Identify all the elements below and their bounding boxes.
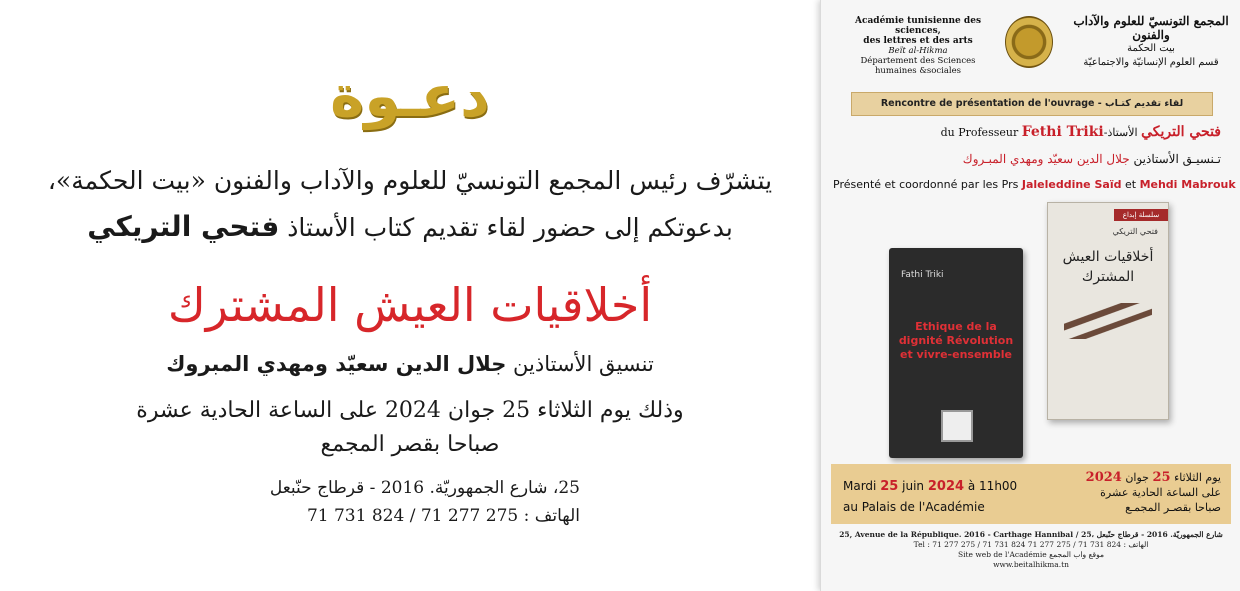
poster-coord-fr-prefix: Présenté et coordonné par les Prs [833,178,1019,191]
poster-academy-name-3: Beït al-Hikma [888,46,948,56]
invitation-phone: الهاتف : 275 277 71 / 824 731 71 [306,506,580,526]
poster-footer-site-ar: موقع واب المجمع [1049,550,1105,559]
poster-date-band [831,464,1231,524]
invitation-book-title: أخلاقيات العيش المشترك [167,278,653,332]
book-arabic-title: أخلاقيات العيش المشترك [1062,249,1154,285]
invitation-date-line: وذلك يوم الثلاثاء 25 جوان 2024 على الساعة الحادية عشرة [136,398,684,423]
poster-footer-tel-ar: الهاتف : 824 731 71 / 275 277 71 [1027,540,1149,549]
book-cover-french [889,248,1023,458]
poster-prof-name-fr: Fethi Triki [1021,124,1104,140]
invitation-coord-prefix: تنسيق الأستاذين [513,352,654,376]
poster-professor-line: du Professeur Fethi Triki- فتحي التريكي الأستاذ [940,124,1221,140]
poster-footer-address-fr: 25, Avenue de la République. 2016 - Carthage Hannibal / [839,530,1079,539]
invitation-logo-word: دعـوة [330,62,490,130]
poster-date-ar-place: صباحا بقصـر المجمـع [1125,501,1221,514]
poster-footer-url[interactable]: www.beitalhikma.tn [993,560,1069,569]
poster-coord-ar-label: تـنسيـق الأستاذين [1133,152,1221,166]
poster-date-fr-time: à 11h00 [967,479,1018,493]
poster-academy-name-1: Académie tunisienne des sciences, [854,16,982,36]
poster-date-ar-time: على الساعة الحادية عشرة [1100,486,1221,499]
book-cover-arabic [1047,202,1169,420]
poster-academy-name-2: des lettres et des arts [863,36,973,46]
academy-seal-icon [1005,16,1053,68]
poster-event-band: Rencontre de présentation de l'ouvrage - لقاء تقديم كتـاب [851,92,1213,116]
poster-coord-fr-name1: Jaleleddine Saïd [1021,178,1122,191]
poster-header-ar [1071,14,1231,70]
poster-header-fr [843,16,993,76]
poster-prof-prefix-fr: du Professeur [940,126,1019,139]
poster-footer [831,530,1231,570]
poster-footer-site-fr: Site web de l'Académie [957,550,1047,559]
poster-date-fr-year: 2024 [927,479,965,494]
publisher-mark-icon [941,410,973,442]
poster-footer-address-ar: 25، شارع الجمهوريّة. 2016 - قرطاج حنّبعل [1081,530,1223,539]
poster-academy-ar-3: قسم العلوم الإنسانيّة والاجتماعيّة [1083,57,1219,68]
book-french-title: Ethique de la dignité Révolution et vivre-ensemble [898,320,1014,361]
poster-department-2: humaines &sociales [874,66,962,76]
poster-date-ar-year: 2024 [1085,470,1122,485]
hands-illustration-icon [1064,303,1152,339]
poster-date-fr-place: au Palais de l'Académie [843,500,985,514]
invitation-coord-names: جلال الدين سعيّد ومهدي المبروك [166,352,507,376]
poster-coord-ar-names: جلال الدين سعيّد ومهدي المبـروك [962,152,1130,166]
poster-date-fr-prefix: Mardi [843,479,877,493]
poster-date-fr [843,476,1053,517]
invitation-author-name: فتحي التريكي [87,210,280,243]
invitation-place-line: صباحا بقصر المجمع [320,432,500,457]
book-french-author: Fathi Triki [901,270,944,280]
poster-department-1: Département des Sciences [860,56,976,66]
invitation-address: 25، شارع الجمهوريّة. 2016 - قرطاج حنّبعل [269,478,580,498]
poster-date-ar-month: جوان [1125,471,1149,484]
poster-coord-fr-and: et [1124,178,1137,191]
invitation-line-2-prefix: بدعوتكم إلى حضور لقاء تقديم كتاب الأستاذ [287,213,733,242]
poster-prof-prefix-ar: الأستاذ [1107,126,1138,139]
book-arabic-series: سلسلة إبداع [1114,209,1168,221]
poster-academy-ar-1: المجمع التونسيّ للعلوم والآداب والفنون [1073,14,1229,42]
poster-coord-fr-name2: Mehdi Mabrouk [1139,178,1236,191]
poster-academy-ar-2: بيت الحكمة [1127,43,1175,54]
book-arabic-author: فتحي التريكي [1112,227,1158,236]
invitation-line-2 [40,210,780,243]
event-poster [820,0,1240,591]
poster-prof-name-ar: فتحي التريكي [1141,124,1221,140]
poster-coord-ar [841,152,1221,166]
poster-coord-fr [833,178,1236,191]
poster-footer-tel: Tel : 71 277 275 / 71 731 824 [913,540,1026,549]
poster-date-ar-prefix: يوم الثلاثاء [1174,471,1221,484]
poster-date-fr-day: 25 [880,479,899,494]
poster-date-ar-day: 25 [1152,470,1171,485]
poster-date-fr-month: juin [902,479,925,493]
invitation-line-1: يتشرّف رئيس المجمع التونسيّ للعلوم والآداب والفنون «بيت الحكمة»، [47,166,773,195]
invitation-coordination [40,352,780,376]
poster-date-ar [1041,470,1221,515]
